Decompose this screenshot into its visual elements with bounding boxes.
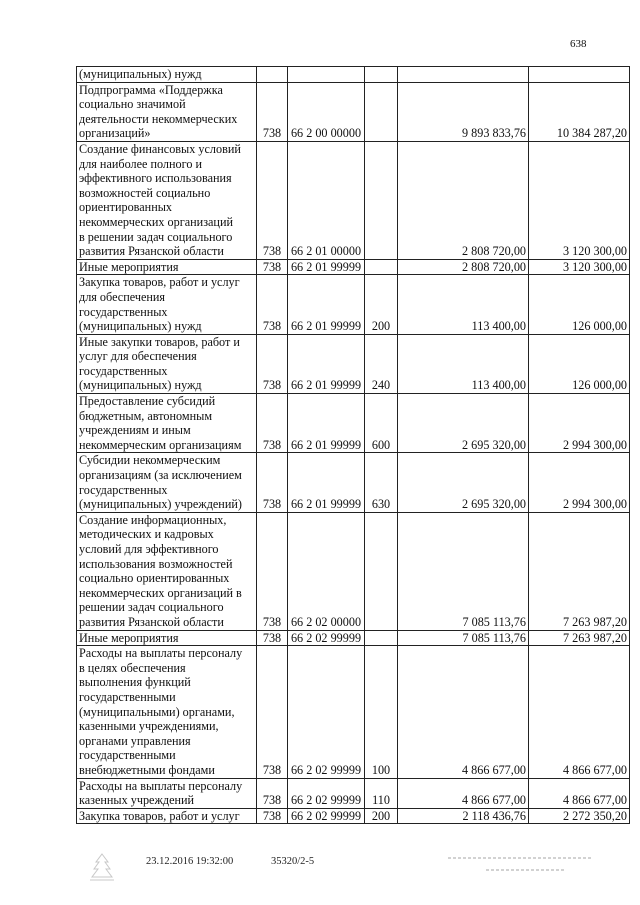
row-name-line: Закупка товаров, работ и услуг [79, 275, 240, 290]
row-name-line: Расходы на выплаты персоналу [79, 778, 243, 793]
row-name-line: решении задач социального [79, 600, 224, 615]
classification-code: 66 2 00 00000 [288, 82, 365, 141]
row-name-line: Иные мероприятия [79, 259, 179, 274]
row-name-line: организациям (за исключением [79, 468, 242, 483]
row-name-line: (муниципальными) органами, [79, 704, 235, 719]
expense-type [365, 141, 398, 259]
classification-code [288, 67, 365, 83]
row-name-line: Закупка товаров, работ и услуг [79, 808, 240, 823]
row-name-line: органами управления [79, 733, 191, 748]
row-name-line: некоммерческим организациям [79, 437, 242, 452]
expense-type [365, 67, 398, 83]
table-row [77, 67, 630, 83]
row-name-line: Предоставление субсидий [79, 394, 216, 409]
amount-year2: 7 263 987,20 [529, 630, 630, 646]
amount-year1: 2 695 320,00 [398, 453, 529, 512]
page-number: 638 [570, 38, 587, 50]
row-name-line: в целях обеспечения [79, 660, 186, 675]
amount-year2: 4 866 677,00 [529, 778, 630, 808]
table-row [77, 259, 630, 275]
admin-code: 738 [257, 334, 288, 393]
expense-type: 200 [365, 808, 398, 824]
amount-year1: 2 808 720,00 [398, 141, 529, 259]
row-name-line: казенных учреждений [79, 793, 195, 808]
classification-code: 66 2 01 99999 [288, 453, 365, 512]
classification-code: 66 2 01 99999 [288, 275, 365, 334]
amount-year2: 10 384 287,20 [529, 82, 630, 141]
row-name [77, 141, 257, 259]
row-name-line: в решении задач социального [79, 229, 233, 244]
row-name [77, 82, 257, 141]
amount-year2: 3 120 300,00 [529, 141, 630, 259]
row-name-line: выполнения функций [79, 675, 191, 690]
row-name-line: учреждениям и иным [79, 423, 191, 438]
amount-year1 [398, 67, 529, 83]
admin-code: 738 [257, 141, 288, 259]
table-row [77, 275, 630, 334]
row-name-line: Иные закупки товаров, работ и [79, 334, 240, 349]
amount-year1: 2 808 720,00 [398, 259, 529, 275]
row-name [77, 67, 257, 83]
table-row [77, 778, 630, 808]
amount-year2 [529, 67, 630, 83]
row-name-line: развития Рязанской области [79, 244, 224, 259]
amount-year1: 2 118 436,76 [398, 808, 529, 824]
row-name-line: социально значимой [79, 97, 186, 112]
admin-code: 738 [257, 778, 288, 808]
row-name-line: (муниципальных) нужд [79, 67, 202, 81]
row-name-line: государственными [79, 748, 176, 763]
admin-code: 738 [257, 275, 288, 334]
row-name-line: эффективного использования [79, 171, 232, 186]
row-name-line: Создание информационных, [79, 512, 227, 527]
row-name [77, 394, 257, 453]
row-name-line: государственных [79, 363, 168, 378]
expense-type: 240 [365, 334, 398, 393]
admin-code: 738 [257, 646, 288, 778]
expense-type: 630 [365, 453, 398, 512]
table-row [77, 630, 630, 646]
classification-code: 66 2 01 99999 [288, 259, 365, 275]
table-row [77, 141, 630, 259]
row-name-line: некоммерческих организаций [79, 214, 233, 229]
footer-document-code: 35320/2-5 [271, 856, 315, 867]
amount-year2: 7 263 987,20 [529, 512, 630, 630]
admin-code: 738 [257, 630, 288, 646]
expense-type: 110 [365, 778, 398, 808]
classification-code: 66 2 02 99999 [288, 646, 365, 778]
row-name-line: методических и кадровых [79, 527, 214, 542]
amount-year2: 2 272 350,20 [529, 808, 630, 824]
expense-type: 100 [365, 646, 398, 778]
table-row [77, 82, 630, 141]
row-name-line: Расходы на выплаты персоналу [79, 646, 243, 661]
classification-code: 66 2 02 99999 [288, 630, 365, 646]
row-name-line: казенными учреждениями, [79, 719, 219, 734]
row-name [77, 808, 257, 824]
row-name-line: организаций» [79, 126, 151, 141]
amount-year2: 2 994 300,00 [529, 394, 630, 453]
row-name-line: социально ориентированных [79, 571, 230, 586]
amount-year1: 113 400,00 [398, 275, 529, 334]
row-name [77, 275, 257, 334]
admin-code: 738 [257, 512, 288, 630]
classification-code: 66 2 02 99999 [288, 778, 365, 808]
row-name [77, 259, 257, 275]
row-name [77, 512, 257, 630]
amount-year2: 126 000,00 [529, 334, 630, 393]
amount-year1: 4 866 677,00 [398, 646, 529, 778]
expense-type [365, 630, 398, 646]
row-name-line: государственных [79, 304, 168, 319]
row-name-line: Создание финансовых условий [79, 141, 241, 156]
row-name-line: (муниципальных) нужд [79, 319, 202, 334]
row-name [77, 453, 257, 512]
amount-year1: 2 695 320,00 [398, 394, 529, 453]
row-name-line: возможностей социально [79, 185, 211, 200]
footer-datetime: 23.12.2016 19:32:00 [146, 856, 234, 867]
amount-year2: 2 994 300,00 [529, 453, 630, 512]
row-name-line: для обеспечения [79, 289, 166, 304]
amount-year1: 9 893 833,76 [398, 82, 529, 141]
amount-year1: 7 085 113,76 [398, 630, 529, 646]
row-name-line: услуг для обеспечения [79, 349, 197, 364]
row-name [77, 778, 257, 808]
budget-table [76, 66, 630, 824]
amount-year1: 4 866 677,00 [398, 778, 529, 808]
admin-code: 738 [257, 453, 288, 512]
classification-code: 66 2 01 99999 [288, 394, 365, 453]
expense-type: 200 [365, 275, 398, 334]
row-name-line: государственными [79, 689, 176, 704]
expense-type [365, 512, 398, 630]
seal-icon [88, 852, 116, 882]
admin-code: 738 [257, 808, 288, 824]
row-name-line: развития Рязанской области [79, 614, 224, 629]
row-name-line: государственных [79, 482, 168, 497]
row-name-line: Подпрограмма «Поддержка [79, 82, 223, 97]
admin-code: 738 [257, 82, 288, 141]
row-name-line: использования возможностей [79, 556, 233, 571]
row-name-line: Субсидии некоммерческим [79, 453, 221, 468]
amount-year1: 113 400,00 [398, 334, 529, 393]
classification-code: 66 2 02 00000 [288, 512, 365, 630]
expense-type [365, 259, 398, 275]
row-name-line: условий для эффективного [79, 542, 219, 556]
row-name-line: деятельности некоммерческих [79, 111, 238, 126]
admin-code: 738 [257, 394, 288, 453]
row-name-line: (муниципальных) нужд [79, 378, 202, 393]
admin-code: 738 [257, 259, 288, 275]
row-name-line: для наиболее полного и [79, 156, 202, 171]
amount-year2: 4 866 677,00 [529, 646, 630, 778]
row-name-line: внебюджетными фондами [79, 762, 215, 777]
amount-year1: 7 085 113,76 [398, 512, 529, 630]
row-name [77, 646, 257, 778]
amount-year2: 3 120 300,00 [529, 259, 630, 275]
classification-code: 66 2 01 00000 [288, 141, 365, 259]
table-row [77, 808, 630, 824]
row-name-line: (муниципальных) учреждений) [79, 497, 242, 512]
table-row [77, 334, 630, 393]
amount-year2: 126 000,00 [529, 275, 630, 334]
row-name-line: бюджетным, автономным [79, 408, 213, 423]
row-name-line: ориентированных [79, 200, 173, 215]
watermark-stamp [446, 852, 596, 878]
classification-code: 66 2 01 99999 [288, 334, 365, 393]
table-row [77, 646, 630, 778]
expense-type: 600 [365, 394, 398, 453]
classification-code: 66 2 02 99999 [288, 808, 365, 824]
table-row [77, 453, 630, 512]
admin-code [257, 67, 288, 83]
expense-type [365, 82, 398, 141]
row-name [77, 630, 257, 646]
row-name-line: некоммерческих организаций в [79, 585, 242, 600]
row-name-line: Иные мероприятия [79, 630, 179, 645]
row-name [77, 334, 257, 393]
table-row [77, 394, 630, 453]
table-row [77, 512, 630, 630]
